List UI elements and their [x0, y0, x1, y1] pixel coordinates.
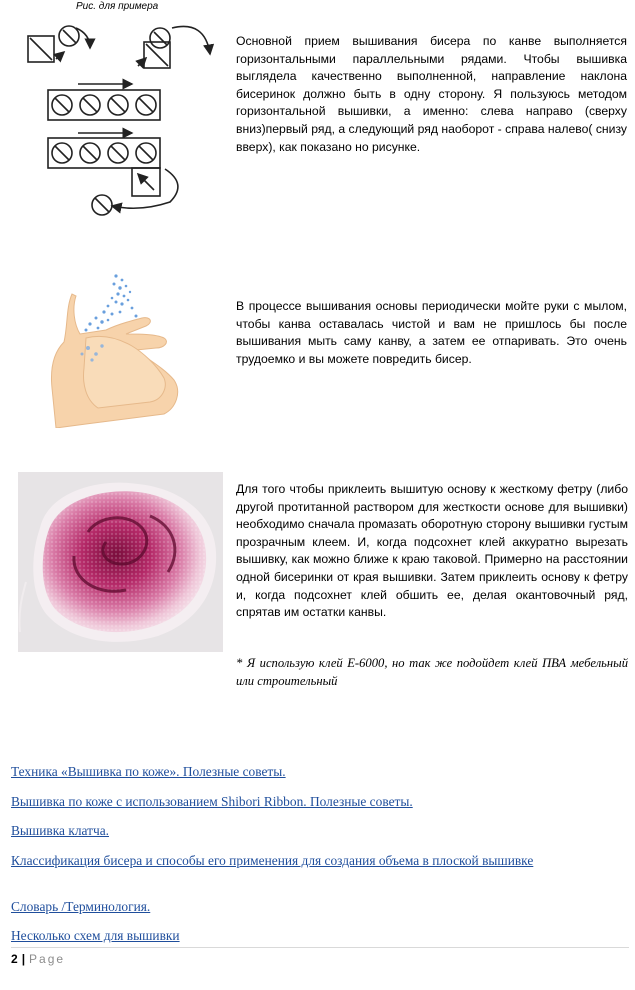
page-number: 2	[11, 952, 18, 966]
paragraph-wash-hands: В процессе вышивания основы периодически мойте руки с мылом, чтобы канва оставалась чистой и вам не пришлось бы после вышивания мыть саму канву, а затем ее отпаривать. Это очень трудоемко и вы можете повредить бисер.	[236, 299, 627, 366]
link-bead-classification[interactable]: Классификация бисера и способы его применения для создания объема в плоской вышивке	[11, 853, 534, 868]
bead-row-2	[48, 133, 178, 215]
bead-row-1	[48, 84, 160, 120]
link-embroidery-schemes[interactable]: Несколько схем для вышивки	[11, 928, 180, 943]
page-footer	[11, 952, 65, 966]
hands-icon	[52, 294, 178, 428]
link-clutch-embroidery[interactable]: Вышивка клатча.	[11, 823, 109, 838]
glue-note: * Я использую клей Е-6000, но так же подойдет клей ПВА мебельный или строительный	[236, 656, 628, 688]
page-label: Page	[29, 952, 66, 966]
footer-separator: |	[21, 952, 26, 966]
paragraph-stitch-method: Основной прием вышивания бисера по канве выполняется горизонтальными параллельными рядами. Чтобы вышивка выглядела качественно выполненной, направление наклона бисеринок должно быть в одну сторону. Я пользуюсь методом горизонтальной вышивки, а именно: слева направо (сверху вниз)первый ряд, а следующий ряд наоборот - справа налево( снизу вверх), как показано но рисунке.	[236, 34, 627, 154]
hand-washing-illustration	[46, 268, 184, 428]
footer-divider	[11, 947, 629, 948]
paragraph-glue-instructions: Для того чтобы приклеить вышитую основу к жесткому фетру (либо другой протитанной раствором для жесткости основе для вышивки) необходимо сначала промазать оборотную сторону вышивки густым прозрачным клеем. И, когда подсохнет клей аккуратно вырезать вышивку, как можно ближе к краю таковой. Примерно на расстоянии одной бисеринки от края вышивки. Затем приклеить основу к фетру и, когда подсохнет клей обшить ее, делая окантовочный ряд, спрятав им остатки канвы.	[236, 482, 628, 620]
link-shibori-ribbon[interactable]: Вышивка по коже с использованием Shibori Ribbon. Полезные советы.	[11, 794, 413, 809]
figure-caption: Рис. для примера	[76, 1, 159, 12]
link-glossary[interactable]: Словарь /Терминология.	[11, 899, 151, 914]
stitch-direction-diagram	[20, 14, 220, 219]
top-right-cell	[138, 26, 210, 68]
top-left-cell	[28, 26, 90, 62]
beaded-rose-photo	[18, 472, 223, 652]
link-leather-embroidery-tips[interactable]: Техника «Вышивка по коже». Полезные советы.	[11, 764, 286, 779]
